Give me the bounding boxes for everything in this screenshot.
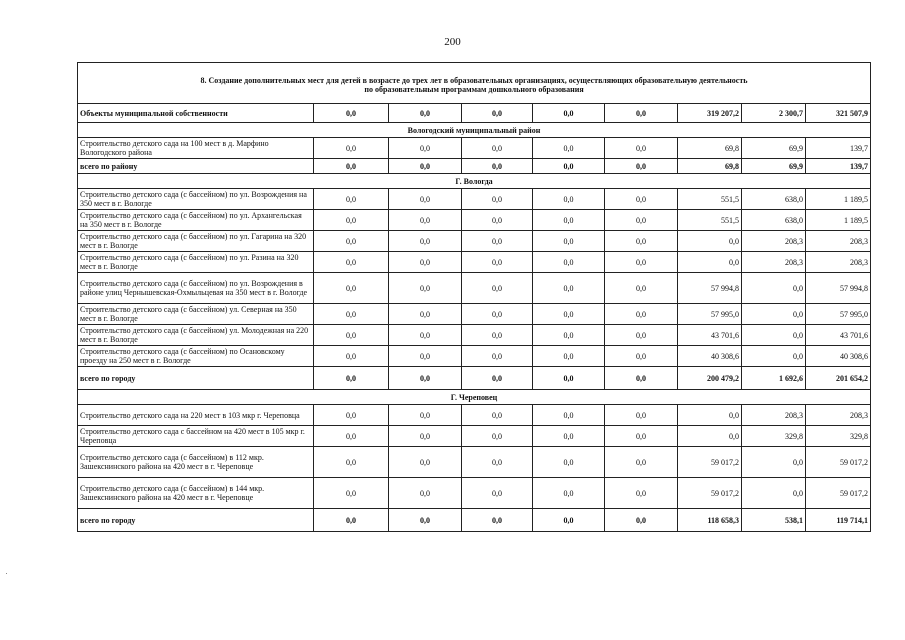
- cell: 0,0: [742, 478, 806, 509]
- total-cell: 0,0: [462, 509, 533, 532]
- section-title: [78, 63, 871, 104]
- cell: 0,0: [678, 231, 742, 252]
- total-cell: 0,0: [389, 367, 462, 390]
- cell: 0,0: [462, 210, 533, 231]
- cell: 0,0: [533, 447, 605, 478]
- cell: 0,0: [314, 231, 389, 252]
- section-title-line-1: 8. Создание дополнительных мест для детей в возрасте до трех лет в образовательных организациях, осуществляющих образовательную деятельность: [200, 76, 748, 85]
- cell: 0,0: [533, 304, 605, 325]
- cell: 0,0: [314, 210, 389, 231]
- cell: 1 189,5: [806, 210, 871, 231]
- total-label: всего по городу: [78, 509, 314, 532]
- cell: 0,0: [462, 273, 533, 304]
- cell: 0,0: [389, 325, 462, 346]
- cell: 59 017,2: [806, 478, 871, 509]
- total-cell: 0,0: [462, 367, 533, 390]
- group-title: Г. Вологда: [78, 174, 871, 189]
- cell: 208,3: [742, 231, 806, 252]
- table-row: [78, 304, 871, 325]
- total-row: [78, 159, 871, 174]
- row-label: Строительство детского сада на 220 мест в 103 мкр г. Череповца: [78, 405, 314, 426]
- cell: 0,0: [314, 426, 389, 447]
- cell: 208,3: [806, 231, 871, 252]
- cell: 0,0: [605, 138, 678, 159]
- table-row: [78, 231, 871, 252]
- cell: 0,0: [462, 447, 533, 478]
- cell: 0,0: [389, 273, 462, 304]
- cell: 0,0: [314, 189, 389, 210]
- total-label: всего по городу: [78, 367, 314, 390]
- table-body: [78, 63, 871, 532]
- cell: 69,8: [678, 138, 742, 159]
- total-cell: 118 658,3: [678, 509, 742, 532]
- cell: 0,0: [533, 210, 605, 231]
- cell: 59 017,2: [806, 447, 871, 478]
- cell: 69,9: [742, 138, 806, 159]
- cell: 329,8: [806, 426, 871, 447]
- page-number: 200: [444, 36, 461, 48]
- cell: 329,8: [742, 426, 806, 447]
- table-row: [78, 346, 871, 367]
- cell: 0,0: [389, 252, 462, 273]
- cell: 0,0: [533, 346, 605, 367]
- cell: 0,0: [314, 104, 389, 123]
- cell: 551,5: [678, 189, 742, 210]
- total-cell: 1 692,6: [742, 367, 806, 390]
- total-label: всего по району: [78, 159, 314, 174]
- cell: 0,0: [605, 478, 678, 509]
- cell: 0,0: [533, 252, 605, 273]
- cell: 0,0: [533, 325, 605, 346]
- cell: 0,0: [462, 104, 533, 123]
- cell: 0,0: [533, 478, 605, 509]
- cell: 0,0: [314, 478, 389, 509]
- total-cell: 0,0: [605, 509, 678, 532]
- table-row: [78, 325, 871, 346]
- total-cell: 201 654,2: [806, 367, 871, 390]
- table-row: [78, 138, 871, 159]
- cell: 57 994,8: [678, 273, 742, 304]
- cell: 638,0: [742, 189, 806, 210]
- cell: 0,0: [314, 325, 389, 346]
- cell: 0,0: [462, 325, 533, 346]
- margin-dot: [6, 573, 7, 574]
- cell: 0,0: [389, 447, 462, 478]
- cell: 0,0: [533, 426, 605, 447]
- cell: 0,0: [742, 304, 806, 325]
- row-label: Строительство детского сада (с бассейном) ул. Северная на 350 мест в г. Вологде: [78, 304, 314, 325]
- cell: 0,0: [533, 104, 605, 123]
- cell: 208,3: [742, 405, 806, 426]
- cell: 0,0: [678, 426, 742, 447]
- row-label: Строительство детского сада (с бассейном) по ул. Возрождения на 350 мест в г. Вологде: [78, 189, 314, 210]
- total-cell: 200 479,2: [678, 367, 742, 390]
- cell: 0,0: [314, 304, 389, 325]
- total-cell: 0,0: [314, 159, 389, 174]
- cell: 43 701,6: [806, 325, 871, 346]
- row-label: Строительство детского сада (с бассейном) в 144 мкр. Зашекснинского района на 420 мест в г. Череповце: [78, 478, 314, 509]
- cell: 0,0: [462, 231, 533, 252]
- table-row: [78, 189, 871, 210]
- cell: 0,0: [678, 252, 742, 273]
- cell: 2 300,7: [742, 104, 806, 123]
- total-cell: 0,0: [533, 367, 605, 390]
- total-cell: 0,0: [605, 367, 678, 390]
- cell: 319 207,2: [678, 104, 742, 123]
- cell: 208,3: [742, 252, 806, 273]
- cell: 0,0: [605, 405, 678, 426]
- table-row: [78, 447, 871, 478]
- cell: 0,0: [314, 405, 389, 426]
- total-cell: 139,7: [806, 159, 871, 174]
- cell: 0,0: [605, 252, 678, 273]
- cell: 0,0: [314, 447, 389, 478]
- cell: 0,0: [605, 346, 678, 367]
- cell: 0,0: [605, 210, 678, 231]
- row-label: Строительство детского сада (с бассейном) по ул. Гагарина на 320 мест в г. Вологде: [78, 231, 314, 252]
- cell: 57 995,0: [806, 304, 871, 325]
- cell: 0,0: [742, 447, 806, 478]
- cell: 40 308,6: [806, 346, 871, 367]
- table-row: [78, 210, 871, 231]
- cell: 0,0: [605, 189, 678, 210]
- cell: 0,0: [462, 346, 533, 367]
- total-cell: 0,0: [605, 159, 678, 174]
- cell: 0,0: [389, 346, 462, 367]
- total-cell: 0,0: [533, 159, 605, 174]
- total-cell: 0,0: [389, 159, 462, 174]
- cell: 59 017,2: [678, 447, 742, 478]
- cell: 0,0: [533, 189, 605, 210]
- budget-table: [77, 62, 871, 532]
- cell: 59 017,2: [678, 478, 742, 509]
- cell: 638,0: [742, 210, 806, 231]
- total-cell: 0,0: [389, 509, 462, 532]
- section-title-line-2: по образовательным программам дошкольного образования: [364, 85, 584, 94]
- cell: 0,0: [389, 304, 462, 325]
- cell: 0,0: [533, 231, 605, 252]
- cell: 139,7: [806, 138, 871, 159]
- cell: 57 995,0: [678, 304, 742, 325]
- cell: 208,3: [806, 252, 871, 273]
- cell: 0,0: [533, 138, 605, 159]
- row-label: Строительство детского сада (с бассейном) по Осановскому проезду на 250 мест в г. Вологде: [78, 346, 314, 367]
- cell: 0,0: [462, 189, 533, 210]
- cell: 0,0: [605, 325, 678, 346]
- cell: 0,0: [389, 426, 462, 447]
- cell: 0,0: [605, 104, 678, 123]
- total-cell: 69,8: [678, 159, 742, 174]
- cell: 0,0: [605, 231, 678, 252]
- total-cell: 538,1: [742, 509, 806, 532]
- group-title: Вологодский муниципальный район: [78, 123, 871, 138]
- row-label: Строительство детского сада (с бассейном) по ул. Разина на 320 мест в г. Вологде: [78, 252, 314, 273]
- table-row: [78, 273, 871, 304]
- cell: 0,0: [389, 210, 462, 231]
- cell: 0,0: [742, 325, 806, 346]
- cell: 0,0: [462, 304, 533, 325]
- table-row: [78, 252, 871, 273]
- table-row: [78, 478, 871, 509]
- cell: 0,0: [389, 138, 462, 159]
- cell: 1 189,5: [806, 189, 871, 210]
- cell: 0,0: [678, 405, 742, 426]
- cell: 0,0: [314, 252, 389, 273]
- group-title: Г. Череповец: [78, 390, 871, 405]
- row-label: Строительство детского сада (с бассейном) по ул. Архангельская на 350 мест в г. Вологде: [78, 210, 314, 231]
- row-label: Строительство детского сада (с бассейном) в 112 мкр. Зашекснинского района на 420 мест в г. Череповце: [78, 447, 314, 478]
- row-label: Строительство детского сада (с бассейном) по ул. Возрождения в районе улиц Чернышевская-Охмыльцевая на 350 мест в г. Вологде: [78, 273, 314, 304]
- cell: 40 308,6: [678, 346, 742, 367]
- cell: 43 701,6: [678, 325, 742, 346]
- cell: 0,0: [605, 426, 678, 447]
- table-row: [78, 405, 871, 426]
- total-row: [78, 509, 871, 532]
- cell: 551,5: [678, 210, 742, 231]
- row-label: Строительство детского сада на 100 мест в д. Марфино Вологодского района: [78, 138, 314, 159]
- cell: 208,3: [806, 405, 871, 426]
- cell: 0,0: [462, 405, 533, 426]
- cell: 57 994,8: [806, 273, 871, 304]
- total-cell: 69,9: [742, 159, 806, 174]
- table-row: [78, 426, 871, 447]
- cell: 0,0: [462, 426, 533, 447]
- cell: 0,0: [389, 189, 462, 210]
- cell: 0,0: [742, 273, 806, 304]
- total-cell: 0,0: [533, 509, 605, 532]
- cell: 0,0: [462, 478, 533, 509]
- total-cell: 119 714,1: [806, 509, 871, 532]
- cell: 0,0: [533, 273, 605, 304]
- cell: 0,0: [314, 273, 389, 304]
- total-row: [78, 367, 871, 390]
- total-cell: 0,0: [462, 159, 533, 174]
- cell: 0,0: [605, 273, 678, 304]
- cell: 0,0: [314, 138, 389, 159]
- cell: 0,0: [742, 346, 806, 367]
- row-label: Строительство детского сада с бассейном на 420 мест в 105 мкр г. Череповца: [78, 426, 314, 447]
- cell: 0,0: [462, 252, 533, 273]
- cell: 0,0: [389, 405, 462, 426]
- total-cell: 0,0: [314, 367, 389, 390]
- cell: 0,0: [389, 104, 462, 123]
- cell: 0,0: [389, 478, 462, 509]
- cell: 0,0: [462, 138, 533, 159]
- row-label: Строительство детского сада (с бассейном) ул. Молодежная на 220 мест в г. Вологде: [78, 325, 314, 346]
- row-label: Объекты муниципальной собственности: [78, 104, 314, 123]
- cell: 0,0: [605, 304, 678, 325]
- table-row-head: [78, 104, 871, 123]
- cell: 0,0: [389, 231, 462, 252]
- cell: 321 507,9: [806, 104, 871, 123]
- total-cell: 0,0: [314, 509, 389, 532]
- cell: 0,0: [314, 346, 389, 367]
- cell: 0,0: [605, 447, 678, 478]
- cell: 0,0: [533, 405, 605, 426]
